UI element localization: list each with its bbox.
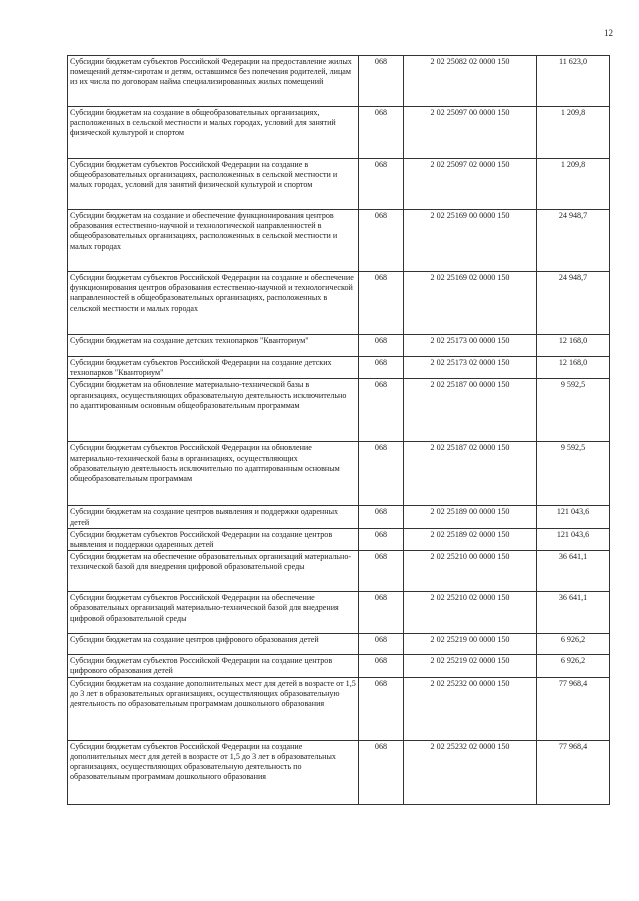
revenue-name-cell: Субсидии бюджетам на создание центров цифрового образования детей xyxy=(68,634,359,655)
revenue-name-cell: Субсидии бюджетам субъектов Российской Федерации на создание и обеспечение функционирования центров образования естественно-научной и технологической направленностей в общеобразовательных организациях, расположенных в сельской местности и малых городах xyxy=(68,272,359,335)
amount-cell: 24 948,7 xyxy=(537,210,610,272)
table-row xyxy=(68,634,610,655)
table-row xyxy=(68,107,610,159)
classification-code-cell: 2 02 25173 02 0000 150 xyxy=(404,357,537,379)
revenue-name-cell: Субсидии бюджетам субъектов Российской Федерации на создание центров выявления и поддержки одаренных детей xyxy=(68,528,359,550)
revenue-name-cell: Субсидии бюджетам субъектов Российской Федерации на создание центров цифрового образования детей xyxy=(68,655,359,677)
revenue-name-cell: Субсидии бюджетам субъектов Российской Федерации на создание в общеобразовательных организациях, расположенных в сельской местности и малых городах, условий для занятий физической культурой и спортом xyxy=(68,159,359,210)
admin-code-cell: 068 xyxy=(359,592,404,634)
amount-cell: 121 043,6 xyxy=(537,506,610,528)
classification-code-cell: 2 02 25219 00 0000 150 xyxy=(404,634,537,655)
amount-cell: 11 623,0 xyxy=(537,56,610,107)
classification-code-cell: 2 02 25232 02 0000 150 xyxy=(404,740,537,804)
classification-code-cell: 2 02 25219 02 0000 150 xyxy=(404,655,537,677)
classification-code-cell: 2 02 25189 02 0000 150 xyxy=(404,528,537,550)
classification-code-cell: 2 02 25210 00 0000 150 xyxy=(404,551,537,592)
admin-code-cell: 068 xyxy=(359,528,404,550)
amount-cell: 36 641,1 xyxy=(537,551,610,592)
amount-cell: 121 043,6 xyxy=(537,528,610,550)
table-row xyxy=(68,655,610,677)
revenue-name-cell: Субсидии бюджетам на создание детских технопарков "Кванториум" xyxy=(68,335,359,357)
admin-code-cell: 068 xyxy=(359,442,404,506)
revenue-name-cell: Субсидии бюджетам субъектов Российской Федерации на создание детских технопарков "Кванториум" xyxy=(68,357,359,379)
revenue-name-cell: Субсидии бюджетам субъектов Российской Федерации на предоставление жилых помещений детям-сиротам и детям, оставшимся без попечения родителей, лицам из их числа по договорам найма специализированных жилых помещений xyxy=(68,56,359,107)
amount-cell: 12 168,0 xyxy=(537,357,610,379)
amount-cell: 1 209,8 xyxy=(537,159,610,210)
classification-code-cell: 2 02 25189 00 0000 150 xyxy=(404,506,537,528)
amount-cell: 77 968,4 xyxy=(537,740,610,804)
table-row xyxy=(68,528,610,550)
admin-code-cell: 068 xyxy=(359,159,404,210)
classification-code-cell: 2 02 25173 00 0000 150 xyxy=(404,335,537,357)
admin-code-cell: 068 xyxy=(359,107,404,159)
admin-code-cell: 068 xyxy=(359,379,404,442)
amount-cell: 9 592,5 xyxy=(537,442,610,506)
amount-cell: 6 926,2 xyxy=(537,634,610,655)
admin-code-cell: 068 xyxy=(359,740,404,804)
admin-code-cell: 068 xyxy=(359,634,404,655)
revenue-name-cell: Субсидии бюджетам субъектов Российской Федерации на обновление материально-технической базы в организациях, осуществляющих образовательную деятельность исключительно по адаптированным основным общеобразовательным программам xyxy=(68,442,359,506)
table-row xyxy=(68,379,610,442)
classification-code-cell: 2 02 25187 02 0000 150 xyxy=(404,442,537,506)
table-row xyxy=(68,159,610,210)
page-number: 12 xyxy=(604,28,613,38)
classification-code-cell: 2 02 25097 02 0000 150 xyxy=(404,159,537,210)
amount-cell: 9 592,5 xyxy=(537,379,610,442)
table-row xyxy=(68,272,610,335)
amount-cell: 6 926,2 xyxy=(537,655,610,677)
admin-code-cell: 068 xyxy=(359,335,404,357)
budget-revenue-table xyxy=(67,55,610,805)
admin-code-cell: 068 xyxy=(359,677,404,740)
admin-code-cell: 068 xyxy=(359,506,404,528)
table-row xyxy=(68,677,610,740)
classification-code-cell: 2 02 25082 02 0000 150 xyxy=(404,56,537,107)
table-row xyxy=(68,442,610,506)
admin-code-cell: 068 xyxy=(359,655,404,677)
revenue-name-cell: Субсидии бюджетам на создание центров выявления и поддержки одаренных детей xyxy=(68,506,359,528)
table-row xyxy=(68,335,610,357)
admin-code-cell: 068 xyxy=(359,210,404,272)
classification-code-cell: 2 02 25232 00 0000 150 xyxy=(404,677,537,740)
revenue-name-cell: Субсидии бюджетам субъектов Российской Федерации на обеспечение образовательных организаций материально-технической базой для внедрения цифровой образовательной среды xyxy=(68,592,359,634)
classification-code-cell: 2 02 25187 00 0000 150 xyxy=(404,379,537,442)
classification-code-cell: 2 02 25169 00 0000 150 xyxy=(404,210,537,272)
table-row xyxy=(68,551,610,592)
admin-code-cell: 068 xyxy=(359,56,404,107)
amount-cell: 1 209,8 xyxy=(537,107,610,159)
admin-code-cell: 068 xyxy=(359,357,404,379)
revenue-name-cell: Субсидии бюджетам субъектов Российской Федерации на создание дополнительных мест для детей в возрасте от 1,5 до 3 лет в образовательных организациях, осуществляющих образовательную деятельность по образовательным программам дошкольного образования xyxy=(68,740,359,804)
revenue-name-cell: Субсидии бюджетам на создание дополнительных мест для детей в возрасте от 1,5 до 3 лет в образовательных организациях, осуществляющих образовательную деятельность по образовательным программам дошкольного образования xyxy=(68,677,359,740)
classification-code-cell: 2 02 25097 00 0000 150 xyxy=(404,107,537,159)
revenue-name-cell: Субсидии бюджетам на обновление материально-технической базы в организациях, осуществляющих образовательную деятельность исключительно по адаптированным основным общеобразовательным программам xyxy=(68,379,359,442)
classification-code-cell: 2 02 25169 02 0000 150 xyxy=(404,272,537,335)
table-row xyxy=(68,56,610,107)
table-row xyxy=(68,740,610,804)
table-row xyxy=(68,210,610,272)
admin-code-cell: 068 xyxy=(359,551,404,592)
amount-cell: 24 948,7 xyxy=(537,272,610,335)
table-row xyxy=(68,357,610,379)
revenue-name-cell: Субсидии бюджетам на создание в общеобразовательных организациях, расположенных в сельской местности и малых городах, условий для занятий физической культурой и спортом xyxy=(68,107,359,159)
table-body xyxy=(68,56,610,805)
amount-cell: 12 168,0 xyxy=(537,335,610,357)
admin-code-cell: 068 xyxy=(359,272,404,335)
amount-cell: 36 641,1 xyxy=(537,592,610,634)
revenue-name-cell: Субсидии бюджетам на обеспечение образовательных организаций материально-технической базой для внедрения цифровой образовательной среды xyxy=(68,551,359,592)
table-row xyxy=(68,506,610,528)
revenue-name-cell: Субсидии бюджетам на создание и обеспечение функционирования центров образования естественно-научной и технологической направленностей в общеобразовательных организациях, расположенных в сельской местности и малых городах xyxy=(68,210,359,272)
classification-code-cell: 2 02 25210 02 0000 150 xyxy=(404,592,537,634)
table-row xyxy=(68,592,610,634)
amount-cell: 77 968,4 xyxy=(537,677,610,740)
